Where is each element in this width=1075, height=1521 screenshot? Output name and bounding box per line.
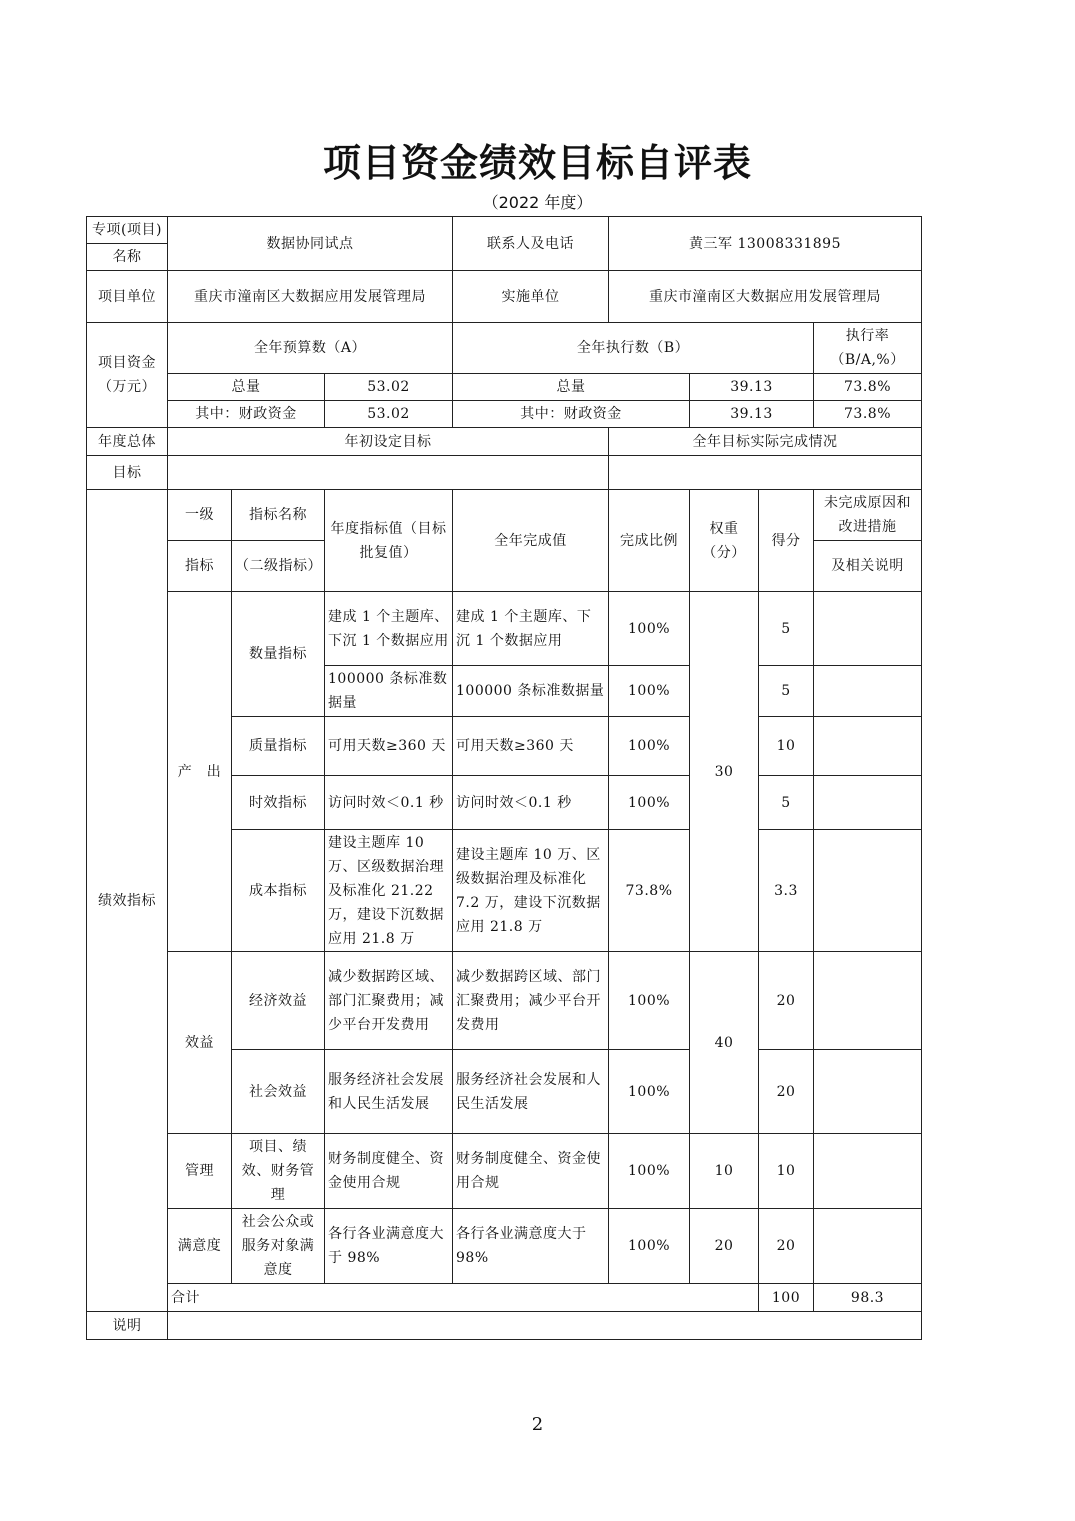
fiscal-budget-value: 53.02 xyxy=(325,401,453,428)
fiscal-rate-value: 73.8% xyxy=(814,401,922,428)
benefit-label: 效益 xyxy=(168,952,232,1134)
reason-header: 未完成原因和改进措施 xyxy=(814,490,922,541)
satisfaction-score: 20 xyxy=(759,1209,814,1284)
indicators-label: 绩效指标 xyxy=(87,490,168,1312)
timeliness-ratio: 100% xyxy=(609,776,690,830)
target-header: 年度指标值（目标批复值） xyxy=(325,490,453,592)
total-score: 98.3 xyxy=(814,1284,922,1312)
page-number: 2 xyxy=(531,1414,544,1435)
quantity-1-target: 建成 1 个主题库、下沉 1 个数据应用 xyxy=(325,592,453,666)
social-reason xyxy=(814,1050,922,1134)
self-evaluation-table xyxy=(86,216,922,1340)
satisfaction-indicator-name: 社会公众或服务对象满意度 xyxy=(232,1209,325,1284)
quality-ratio: 100% xyxy=(609,717,690,776)
output-label: 产 出 xyxy=(168,592,232,952)
economic-reason xyxy=(814,952,922,1050)
annual-goal-label-2: 目标 xyxy=(87,456,168,490)
contact-label: 联系人及电话 xyxy=(453,217,609,271)
total-budget-value: 53.02 xyxy=(325,374,453,401)
fiscal-label-budget: 其中：财政资金 xyxy=(168,401,325,428)
project-unit-label: 项目单位 xyxy=(87,271,168,323)
indicator-name-header-2: （二级指标） xyxy=(232,541,325,592)
note-value xyxy=(168,1312,922,1340)
exec-header: 全年执行数（B） xyxy=(453,323,814,374)
cost-ratio: 73.8% xyxy=(609,830,690,952)
year-subtitle: （2022 年度） xyxy=(482,193,593,212)
quality-target: 可用天数≥360 天 xyxy=(325,717,453,776)
management-reason xyxy=(814,1134,922,1209)
satisfaction-ratio: 100% xyxy=(609,1209,690,1284)
economic-target: 减少数据跨区域、部门汇聚费用；减少平台开发费用 xyxy=(325,952,453,1050)
management-actual: 财务制度健全、资金使用合规 xyxy=(453,1134,609,1209)
actual-header: 全年完成值 xyxy=(453,490,609,592)
economic-indicator-label: 经济效益 xyxy=(232,952,325,1050)
note-label: 说明 xyxy=(87,1312,168,1340)
satisfaction-weight: 20 xyxy=(690,1209,759,1284)
timeliness-reason xyxy=(814,776,922,830)
impl-unit-value: 重庆市潼南区大数据应用发展管理局 xyxy=(609,271,922,323)
quantity-2-ratio: 100% xyxy=(609,666,690,717)
quantity-1-reason xyxy=(814,592,922,666)
goal-set-value xyxy=(168,456,609,490)
quantity-2-score: 5 xyxy=(759,666,814,717)
quality-indicator-label: 质量指标 xyxy=(232,717,325,776)
fiscal-label-exec: 其中：财政资金 xyxy=(453,401,690,428)
satisfaction-label: 满意度 xyxy=(168,1209,232,1284)
output-weight: 30 xyxy=(690,592,759,952)
project-name-value: 数据协同试点 xyxy=(168,217,453,271)
weight-header: 权重（分） xyxy=(690,490,759,592)
project-name-label-2: 名称 xyxy=(87,244,168,271)
ratio-header: 完成比例 xyxy=(609,490,690,592)
management-target: 财务制度健全、资金使用合规 xyxy=(325,1134,453,1209)
cost-score: 3.3 xyxy=(759,830,814,952)
cost-target: 建设主题库 10 万、区级数据治理及标准化 21.22 万，建设下沉数据应用 21.8 万 xyxy=(325,830,453,952)
total-rate-value: 73.8% xyxy=(814,374,922,401)
cost-actual: 建设主题库 10 万、区级数据治理及标准化 7.2 万，建设下沉数据应用 21.8 万 xyxy=(453,830,609,952)
economic-actual: 减少数据跨区域、部门汇聚费用；减少平台开发费用 xyxy=(453,952,609,1050)
total-weight: 100 xyxy=(759,1284,814,1312)
total-exec-value: 39.13 xyxy=(690,374,814,401)
management-weight: 10 xyxy=(690,1134,759,1209)
score-header: 得分 xyxy=(759,490,814,592)
quantity-indicator-label: 数量指标 xyxy=(232,592,325,717)
satisfaction-target: 各行各业满意度大于 98% xyxy=(325,1209,453,1284)
cost-indicator-label: 成本指标 xyxy=(232,830,325,952)
annual-goal-label: 年度总体 xyxy=(87,428,168,456)
quantity-2-actual: 100000 条标准数据量 xyxy=(453,666,609,717)
social-ratio: 100% xyxy=(609,1050,690,1134)
project-name-label: 专项(项目) xyxy=(87,217,168,244)
level1-header-2: 指标 xyxy=(168,541,232,592)
total-label-exec: 总量 xyxy=(453,374,690,401)
satisfaction-actual: 各行各业满意度大于 98% xyxy=(453,1209,609,1284)
reason-header-2: 及相关说明 xyxy=(814,541,922,592)
goal-actual-value xyxy=(609,456,922,490)
contact-value: 黄三军 13008331895 xyxy=(609,217,922,271)
quantity-1-actual: 建成 1 个主题库、下沉 1 个数据应用 xyxy=(453,592,609,666)
quantity-1-ratio: 100% xyxy=(609,592,690,666)
level1-header: 一级 xyxy=(168,490,232,541)
quality-score: 10 xyxy=(759,717,814,776)
management-indicator-name: 项目、绩效、财务管理 xyxy=(232,1134,325,1209)
funds-label: 项目资金（万元） xyxy=(87,323,168,428)
management-ratio: 100% xyxy=(609,1134,690,1209)
timeliness-indicator-label: 时效指标 xyxy=(232,776,325,830)
quality-actual: 可用天数≥360 天 xyxy=(453,717,609,776)
management-label: 管理 xyxy=(168,1134,232,1209)
total-label-budget: 总量 xyxy=(168,374,325,401)
page-title: 项目资金绩效目标自评表 xyxy=(322,141,752,185)
social-score: 20 xyxy=(759,1050,814,1134)
goal-set-header: 年初设定目标 xyxy=(168,428,609,456)
economic-score: 20 xyxy=(759,952,814,1050)
benefit-weight: 40 xyxy=(690,952,759,1134)
quality-reason xyxy=(814,717,922,776)
social-indicator-label: 社会效益 xyxy=(232,1050,325,1134)
goal-actual-header: 全年目标实际完成情况 xyxy=(609,428,922,456)
total-label: 合计 xyxy=(168,1284,759,1312)
timeliness-actual: 访问时效＜0.1 秒 xyxy=(453,776,609,830)
cost-reason xyxy=(814,830,922,952)
social-actual: 服务经济社会发展和人民生活发展 xyxy=(453,1050,609,1134)
quantity-2-target: 100000 条标准数据量 xyxy=(325,666,453,717)
satisfaction-reason xyxy=(814,1209,922,1284)
economic-ratio: 100% xyxy=(609,952,690,1050)
quantity-1-score: 5 xyxy=(759,592,814,666)
fiscal-exec-value: 39.13 xyxy=(690,401,814,428)
timeliness-target: 访问时效＜0.1 秒 xyxy=(325,776,453,830)
timeliness-score: 5 xyxy=(759,776,814,830)
social-target: 服务经济社会发展和人民生活发展 xyxy=(325,1050,453,1134)
quantity-2-reason xyxy=(814,666,922,717)
rate-header: 执行率（B/A,%） xyxy=(814,323,922,374)
management-score: 10 xyxy=(759,1134,814,1209)
impl-unit-label: 实施单位 xyxy=(453,271,609,323)
project-unit-value: 重庆市潼南区大数据应用发展管理局 xyxy=(168,271,453,323)
indicator-name-header: 指标名称 xyxy=(232,490,325,541)
budget-header: 全年预算数（A） xyxy=(168,323,453,374)
